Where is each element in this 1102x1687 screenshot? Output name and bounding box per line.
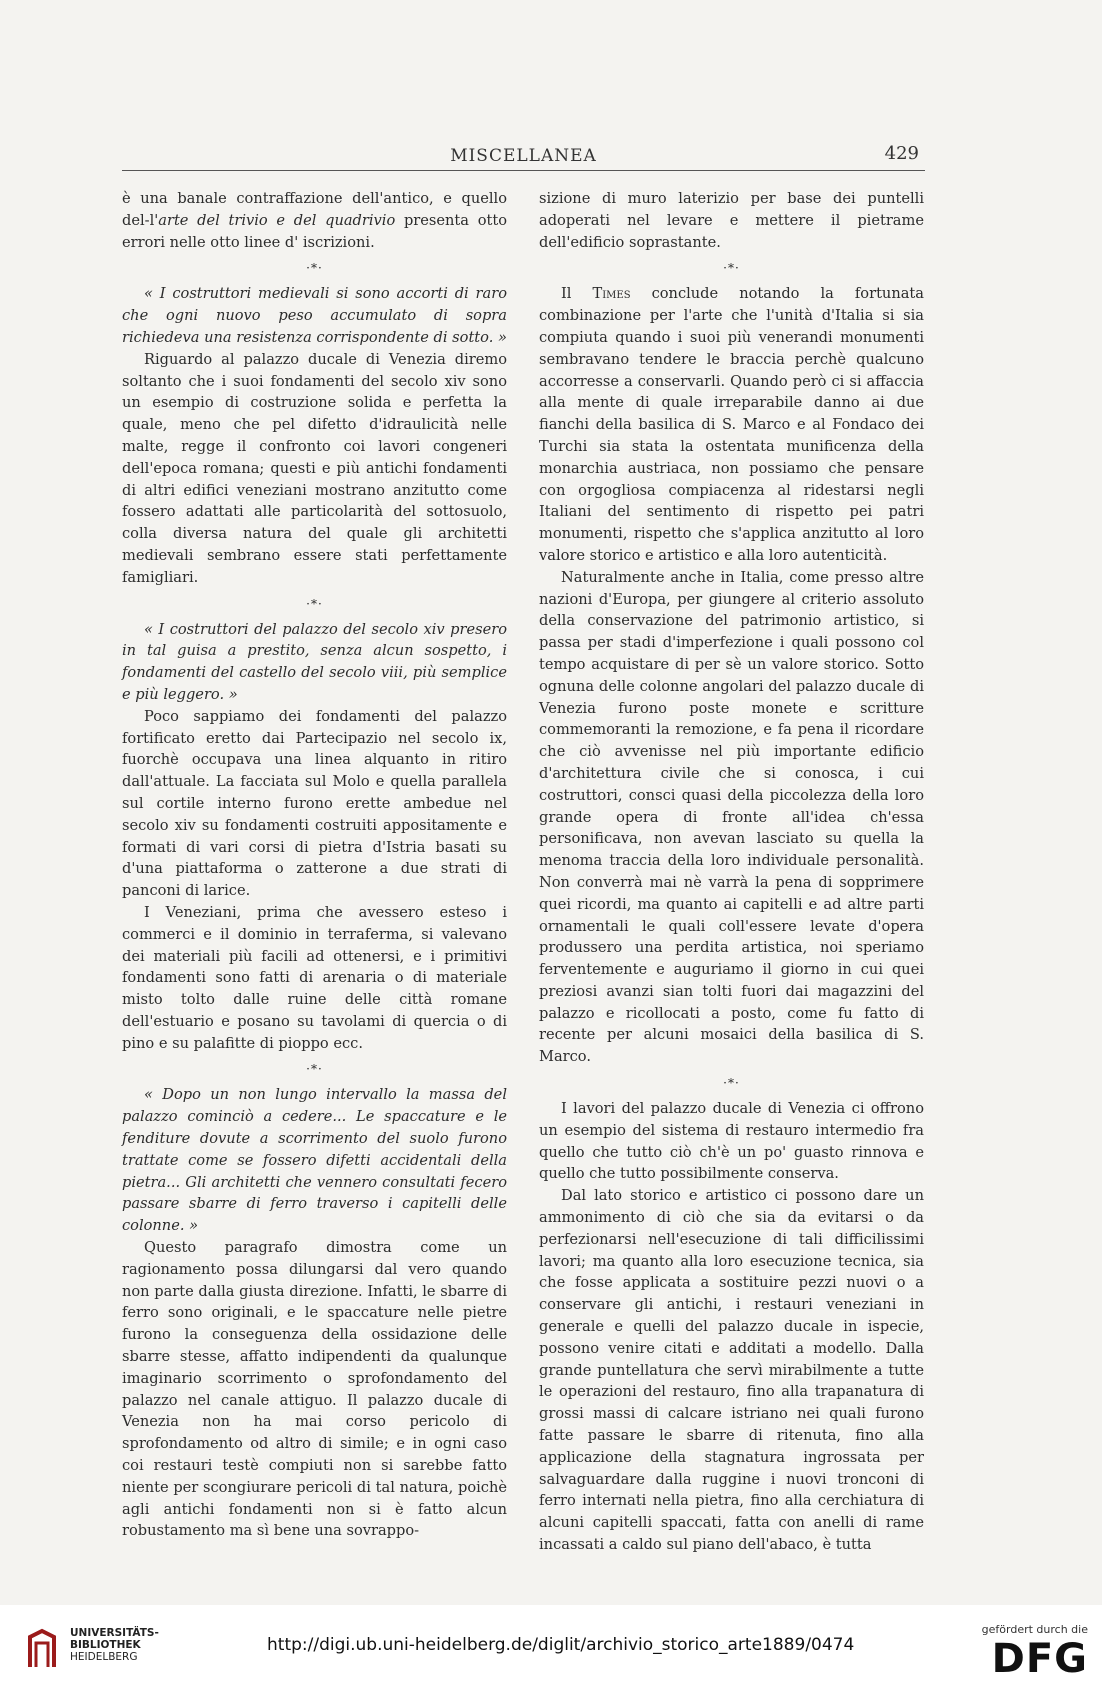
right-paragraph-2: Il Times conclude notando la fortunata combinazione per l'arte che l'unità d'Italia si sia compiuta quando i suoi più venerandi monumenti sembravano tendere le braccia perchè qualcuno accorresse a conservarli. Quando però ci si affaccia alla mente di quale irreparabile danno ai due fianchi della basilica di S. Marco e al Fondaco dei Turchi sia stata la ostentata munificenza della monarchia austriaca, non possiamo che pensare con orgogliosa compiacenza al ridestarsi negli Italiani del sentimento di rispetto pei patri monumenti, rispetto che s'applica anzitutto al loro valore storico e artistico e alla loro autenticità. — [539, 285, 924, 564]
section-separator: ·*· — [306, 596, 323, 611]
university-library-logo-icon — [22, 1627, 62, 1671]
right-paragraph-4: I lavori del palazzo ducale di Venezia ci offrono un esempio del sistema di restauro intermedio fra quello che tutto ciò ch'è un po' guasto rinnova e quello che tutto possibilmente conserva. — [539, 1100, 924, 1183]
running-head — [122, 143, 925, 172]
section-separator: ·*· — [723, 261, 740, 276]
section-separator: ·*· — [306, 261, 323, 276]
right-paragraph-3: Naturalmente anche in Italia, come presso altre nazioni d'Europa, per giungere al criterio assoluto della conservazione del patrimonio artistico, si passa per stadi d'imperfezione i quali possono col tempo acquistare di per sè un valore storico. Sotto ognuna delle colonne angolari del palazzo ducale di Venezia furono poste monete e scritture commemoranti la remozione, e fa pena il ricordare che ciò avvenisse nel più importante edificio d'architettura civile che si conosca, i cui costruttori, consci quasi della piccolezza della loro grande opera di fronte all'idea ch'essa personificava, non avevan lasciato su quella la menoma traccia della loro individuale personalità. Non converrà mai nè varrà la pena di sopprimere quei ricordi, ma quanto ai capitelli e ad altre parti ornamentali le quali coll'essere levate d'opera produssero una perdita artistica, noi speriamo ferventemente e auguriamo il giorno in cui quei preziosi avanzi sian tolti fuori dai magazzini del palazzo e ricollocati a posto, come fu fatto di recente per alcuni mosaici della basilica di S. Marco. — [539, 568, 924, 1066]
funding-caption: gefördert durch die — [981, 1623, 1088, 1636]
section-separator: ·*· — [306, 1062, 323, 1077]
left-quote-3: « Dopo un non lungo intervallo la massa del palazzo cominciò a cedere... Le spaccature e le fenditure dovute a scorrimento del suolo furono trattate come se fossero difetti accidentali della pietra... Gli architetti che vennero consultati fecero passare sbarre di ferro traverso i capitelli delle colonne. » — [122, 1086, 507, 1235]
left-paragraph-1: è una banale contraffazione dell'antico, e quello del-l'arte del trivio e del quadrivio presenta otto errori nelle otto linee d' iscrizioni. — [122, 190, 507, 251]
left-column — [122, 188, 507, 1542]
footer-bar — [0, 1605, 1102, 1687]
left-paragraph-5: Questo paragrafo dimostra come un ragionamento possa dilungarsi dal vero quando non parte dalla giusta direzione. Infatti, le sbarre di ferro sono originali, e le spaccature nelle pietre furono la conseguenza della ossidazione delle sbarre stesse, affatto indipendenti da qualunque imaginario scorrimento o sprofondamento del palazzo nel canale attiguo. Il palazzo ducale di Venezia non ha mai corso pericolo di sprofondamento od altro di simile; e in ogni caso coi restauri testè compiuti non si sarebbe fatto niente per scongiurare pericoli di tal natura, poichè agli antichi fondamenti non si è fatto alcun robustamento ma sì bene una sovrappo- — [122, 1239, 507, 1540]
left-quote-2: « I costruttori del palazzo del secolo xiv presero in tal guisa a prestito, senza alcun sospetto, i fondamenti del castello del secolo viii, più semplice e più leggero. » — [122, 620, 507, 703]
left-paragraph-2: Riguardo al palazzo ducale di Venezia diremo soltanto che i suoi fondamenti del secolo xiv sono un esempio di costruzione solida e perfetta la quale, meno che pel difetto d'idraulicità nelle malte, regge il confronto coi lavori congeneri dell'epoca romana; questi e più antichi fondamenti di altri edifici veneziani mostrano anzitutto come fossero adattati alle particolarità del sottosuolo, colla diversa natura del quale gli architetti medievali sembrano essere stati perfettamente famigliari. — [122, 350, 507, 586]
source-url-link[interactable]: http://digi.ub.uni-heidelberg.de/diglit/archivio_storico_arte1889/0474 — [267, 1635, 855, 1655]
right-column — [539, 188, 924, 1556]
header-rule — [122, 170, 925, 171]
page-number: 429 — [884, 143, 919, 164]
section-separator: ·*· — [723, 1076, 740, 1091]
left-quote-1: « I costruttori medievali si sono accorti di raro che ogni nuovo peso accumulato di sopra richiedeva una resistenza corrispondente di sotto. » — [122, 285, 507, 346]
running-title: MISCELLANEA — [450, 146, 597, 166]
right-paragraph-1: sizione di muro laterizio per base dei puntelli adoperati nel levare e mettere il pietrame dell'edificio soprastante. — [539, 190, 924, 251]
right-paragraph-5: Dal lato storico e artistico ci possono dare un ammonimento di ciò che sia da evitarsi o da perfezionarsi nell'esecuzione di tali difficilissimi lavori; ma quanto alla loro esecuzione tecnica, sia che fosse applicata a sostituire pezzi nuovi o a conservare gli antichi, i restauri veneziani in generale e quelli del palazzo ducale in ispecie, possono venire citati e additati a modello. Dalla grande puntellatura che servì mirabilmente a tutte le operazioni del restauro, fino alla trapanatura di grossi massi di calcare istriano nei quali furono fatte passare le sbarre di ritenuta, fino alla applicazione della stagnatura ingrossata per salvaguardare dalla ruggine i nuovi tronconi di ferro internati nella pietra, fino alla cerchiatura di alcuni capitelli spaccati, fatta con anelli di rame incassati a caldo sul piano dell'abaco, è tutta — [539, 1187, 924, 1554]
dfg-logo: DFG — [991, 1636, 1088, 1682]
left-paragraph-3: Poco sappiamo dei fondamenti del palazzo fortificato eretto dai Partecipazio nel secolo ix, fuorchè occupava una linea alquanto in ritiro dall'attuale. La facciata sul Molo e quella parallela sul cortile interno furono erette ambedue nel secolo xiv su fondamenti costruiti appositamente e formati di vari corsi di pietra d'Istria basati su d'una piattaforma o zatterone a due strati di panconi di larice. — [122, 707, 507, 900]
left-paragraph-4: I Veneziani, prima che avessero esteso i commerci e il dominio in terraferma, si valevano dei materiali più facili ad ottenersi, e i primitivi fondamenti sono fatti di arenaria o di materiale misto tolto dalle ruine delle città romane dell'estuario e posano su tavolami di quercia o di pino e su palafitte di pioppo ecc. — [122, 903, 507, 1052]
university-library-name: UNIVERSITÄTS- BIBLIOTHEK HEIDELBERG — [70, 1627, 159, 1663]
